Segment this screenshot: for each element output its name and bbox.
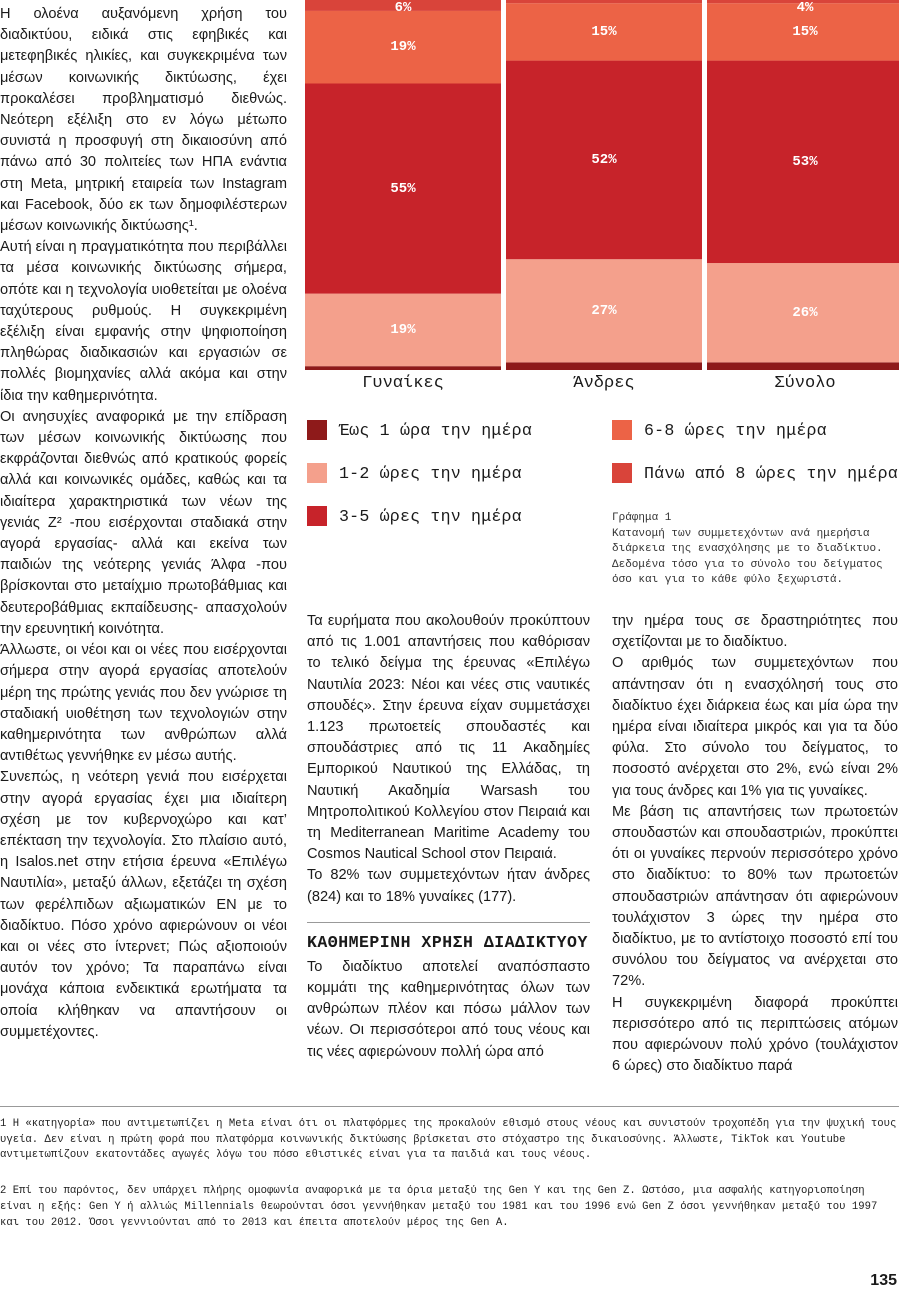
data-label: 55%	[390, 180, 416, 197]
category-label: Γυναίκες	[362, 374, 444, 393]
legend-label: 1-2 ώρες την ημέρα	[339, 463, 522, 483]
paragraph: την ημέρα τους σε δραστηριότητες που σχετίζονται με το διαδίκτυο.	[612, 613, 898, 651]
paragraph: Συνεπώς, η νεότερη γενιά που εισέρχεται στην αγορά εργασίας έχει μια ιδιαίτερη σχέση με τον κυβερνοχώρο και κατ’ επέκταση την τεχνολογία. Στο πλαίσιο αυτό, η Isalos.net στην ετήσια έρευνα «Επιλέγω Ναυτιλία», μεταξύ άλλων, εξετάζει τη σχέση των φερέλπιδων αξιωματικών ΕΝ με το διαδίκτυο. Πόσο χρόνο αφιερώνουν οι νέοι και οι νέες στο ίντερνετ; Πώς αξιοποιούν αυτόν τον χρόνο; Τα παραπάνω είναι μονάχα κάποια ενδεικτικά ερωτήματα τα οποία κλήθηκαν να απαντήσουν οι συμμετέχοντες.	[0, 769, 287, 1040]
bar-segment	[506, 0, 702, 3]
legend-item	[612, 418, 827, 442]
paragraph: Ο αριθμός των συμμετεχόντων που απάντησαν ότι η ενασχόλησή τους στο διαδίκτυο έχει διάρκεια έως και μία ώρα την ημέρα είναι ιδιαίτερα μικρός και για τα δύο φύλα. Στο σύνολο του δείγματος, το ποσοστό ανέρχεται στο 2%, ενώ είναι 2% για τους άνδρες και 1% για τις γυναίκες.	[612, 655, 898, 799]
paragraph: Αυτή είναι η πραγματικότητα που περιβάλλει τα μέσα κοινωνικής δικτύωσης σήμερα, οπότε και η τεχνολογία υιοθετείται με ολοένα ταχύτερους ρυθμούς. Η συγκεκριμένη εξέλιξη είναι εμφανής στην ψηφιοποίηση πληθώρας διαδικασιών και εργασιών σε πολλές βιομηχανίες αλλά ακόμα και στην ίδια την καθημερινότητα.	[0, 239, 287, 404]
category-label: Σύνολο	[774, 374, 836, 393]
legend-item	[612, 461, 898, 485]
legend-swatch	[307, 420, 327, 440]
bar-segment	[506, 362, 702, 370]
paragraph: Η συγκεκριμένη διαφορά προκύπτει περισσότερο από τις περιπτώσεις ατόμων που αφιερώνουν πολύ χρόνο (τουλάχιστον 6 ώρες) στο διαδίκτυο παρά	[612, 994, 898, 1075]
footnotes	[0, 1117, 899, 1251]
footnote-divider	[0, 1106, 899, 1107]
data-label: 6%	[394, 0, 412, 16]
category-label: Άνδρες	[573, 374, 635, 393]
data-label: 19%	[390, 39, 416, 56]
legend-label: Έως 1 ώρα την ημέρα	[339, 420, 532, 440]
data-label: 4%	[796, 0, 814, 16]
article-right-column	[612, 611, 898, 1077]
data-label: 15%	[792, 23, 818, 40]
legend-swatch	[307, 506, 327, 526]
bar-segment	[707, 362, 899, 370]
article-middle-column	[307, 611, 590, 1063]
legend-label: 3-5 ώρες την ημέρα	[339, 506, 522, 526]
legend-label: 6-8 ώρες την ημέρα	[644, 420, 827, 440]
paragraph: Τα ευρήματα που ακολουθούν προκύπτουν από τις 1.001 απαντήσεις που καθόρισαν το τελικό δείγμα της έρευνας «Επιλέγω Ναυτιλία 2023: Νέοι και νέες στις ναυτικές σπουδές». Στην έρευνα είχαν συμμετάσχει 1.123 πρωτοετείς σπουδαστές και σπουδάστριες από τις 11 Ακαδημίες Εμπορικού Ναυτικού της Ελλάδας, τη Ναυτική Ακαδημία Warsash του Μητροπολιτικού Κολλεγίου στον Πειραιά και τη Mediterranean Maritime Academy του Cosmos Nautical School στον Πειραιά.	[307, 613, 590, 863]
legend-swatch	[307, 463, 327, 483]
legend-swatch	[612, 420, 632, 440]
paragraph: Το διαδίκτυο αποτελεί αναπόσπαστο κομμάτι της καθημερινότητας όλων των ανθρώπων πλέον και πόσω μάλλον των νέων. Οι περισσότεροι από τους νέους και τις νέες αφιερώνουν πολλή ώρα από	[307, 958, 590, 1060]
stacked-bar-chart	[305, 0, 899, 400]
footnote: 1 Η «κατηγορία» που αντιμετωπίζει η Meta είναι ότι οι πλατφόρμες της προκαλούν εθισμό στους νέους και συνιστούν τροχοπέδη για την ψυχική τους υγεία. Δεν είναι η πρώτη φορά που πλατφόρμα κοινωνικής δικτύωσης βρίσκεται στο στόχαστρο της δικαιοσύνης. Άλλωστε, TikTok και Youtube αντιμετωπίζουν εκατοντάδες αγωγές λόγω του πόσο εθιστικές είναι για τα παιδιά και τους νέους.	[0, 1118, 897, 1162]
data-label: 19%	[390, 321, 416, 338]
legend-label: Πάνω από 8 ώρες την ημέρα	[644, 463, 898, 483]
caption-text: Κατανομή των συμμετεχόντων ανά ημερήσια διάρκεια της ενασχόλησης με το διαδίκτυο. Δεδομένα τόσο για το σύνολο του δείγματος όσο και για το κάθε φύλο ξεχωριστά.	[612, 527, 883, 586]
paragraph: Οι ανησυχίες αναφορικά με την επίδραση των μέσων κοινωνικής δικτύωσης που εκφράζονται διεθνώς από κρατικούς φορείς αλλά και κοινωνικές ομάδες, καθώς και τα ιδιαίτερα χαρακτηριστικά των νέων της γενιάς Ζ² -που εισέρχονται σταδιακά στην αγορά εργασίας- αλλά και εκείνα των παιδιών της νεότερης γενιάς Άλφα -που βρίσκονται στο μεταίχμιο πρωτοβάθμιας και δευτεροβάθμιας εκπαίδευσης- απασχολούν την ερευνητική κοινότητα.	[0, 408, 287, 637]
data-label: 53%	[792, 153, 818, 170]
data-label: 52%	[591, 151, 617, 168]
paragraph: Άλλωστε, οι νέοι και οι νέες που εισέρχονται σήμερα στην αγορά εργασίας αποτελούν μέρη της πρώτης γενιάς που δεν γνώρισε τη σταδιακή υιοθέτηση των τεχνολογιών στην καθημερινότητα των ανθρώπων αλλά αντιθέτως γεννήθηκε εν μέσω αυτής.	[0, 642, 287, 765]
page-number: 135	[870, 1272, 897, 1289]
section-heading: ΚΑΘΗΜΕΡΙΝΗ ΧΡΗΣΗ ΔΙΑΔΙΚΤΥΟΥ	[307, 932, 588, 952]
section-divider	[307, 922, 590, 923]
data-label: 15%	[591, 23, 617, 40]
paragraph: Το 82% των συμμετεχόντων ήταν άνδρες (824) και το 18% γυναίκες (177).	[307, 867, 590, 905]
footnote: 2 Επί του παρόντος, δεν υπάρχει πλήρης ομοφωνία αναφορικά με τα όρια μεταξύ της Gen Y και της Gen Z. Ωστόσο, μια ασφαλής κατηγοριοποίηση είναι η εξής: Gen Y ή αλλιώς Millennials θεωρούνται όσοι γεννήθηκαν μεταξύ του 1981 και του 1996 ενώ Gen Z όσοι γεννήθηκαν μεταξύ του 1997 και του 2012. Όσοι γεννιούνται από το 2013 και έπειτα αποτελούν μέρος της Gen A.	[0, 1185, 878, 1229]
paragraph: Με βάση τις απαντήσεις των πρωτοετών σπουδαστών και σπουδαστριών, προκύπτει ότι οι γυναίκες περνούν περισσότερο χρόνο στο διαδίκτυο: το 80% των πρωτοετών σπουδαστριών απάντησαν ότι αφιερώνουν τουλάχιστον 3 ώρες την ημέρα στο διαδίκτυο, με το αντίστοιχο ποσοστό επί του συνόλου του δείγματος να ανέρχεται στο 72%.	[612, 803, 898, 990]
paragraph: Η ολοένα αυξανόμενη χρήση του διαδικτύου, ειδικά στις εφηβικές και μετεφηβικές ηλικίες, και συγκεκριμένα των μέσων κοινωνικής δικτύωσης, έχει προκαλέσει προβληματισμό διεθνώς. Νεότερη εξέλιξη στο εν λόγω μέτωπο συνιστά η προσφυγή στη δικαιοσύνη από πάνω από 30 πολιτείες των ΗΠΑ ενάντια στη Meta, μητρική εταιρεία των Instagram και Facebook, δύο εκ των δημοφιλέστερων μέσων κοινωνικής δικτύωσης¹.	[0, 6, 287, 235]
data-label: 27%	[591, 302, 617, 319]
bar-segment	[305, 366, 501, 370]
legend-item	[307, 504, 522, 528]
legend-item	[307, 461, 522, 485]
caption-label: Γράφημα 1	[612, 512, 672, 524]
chart-caption	[612, 511, 899, 589]
legend-swatch	[612, 463, 632, 483]
legend-item	[307, 418, 532, 442]
article-left-column	[0, 4, 287, 1043]
data-label: 26%	[792, 304, 818, 321]
